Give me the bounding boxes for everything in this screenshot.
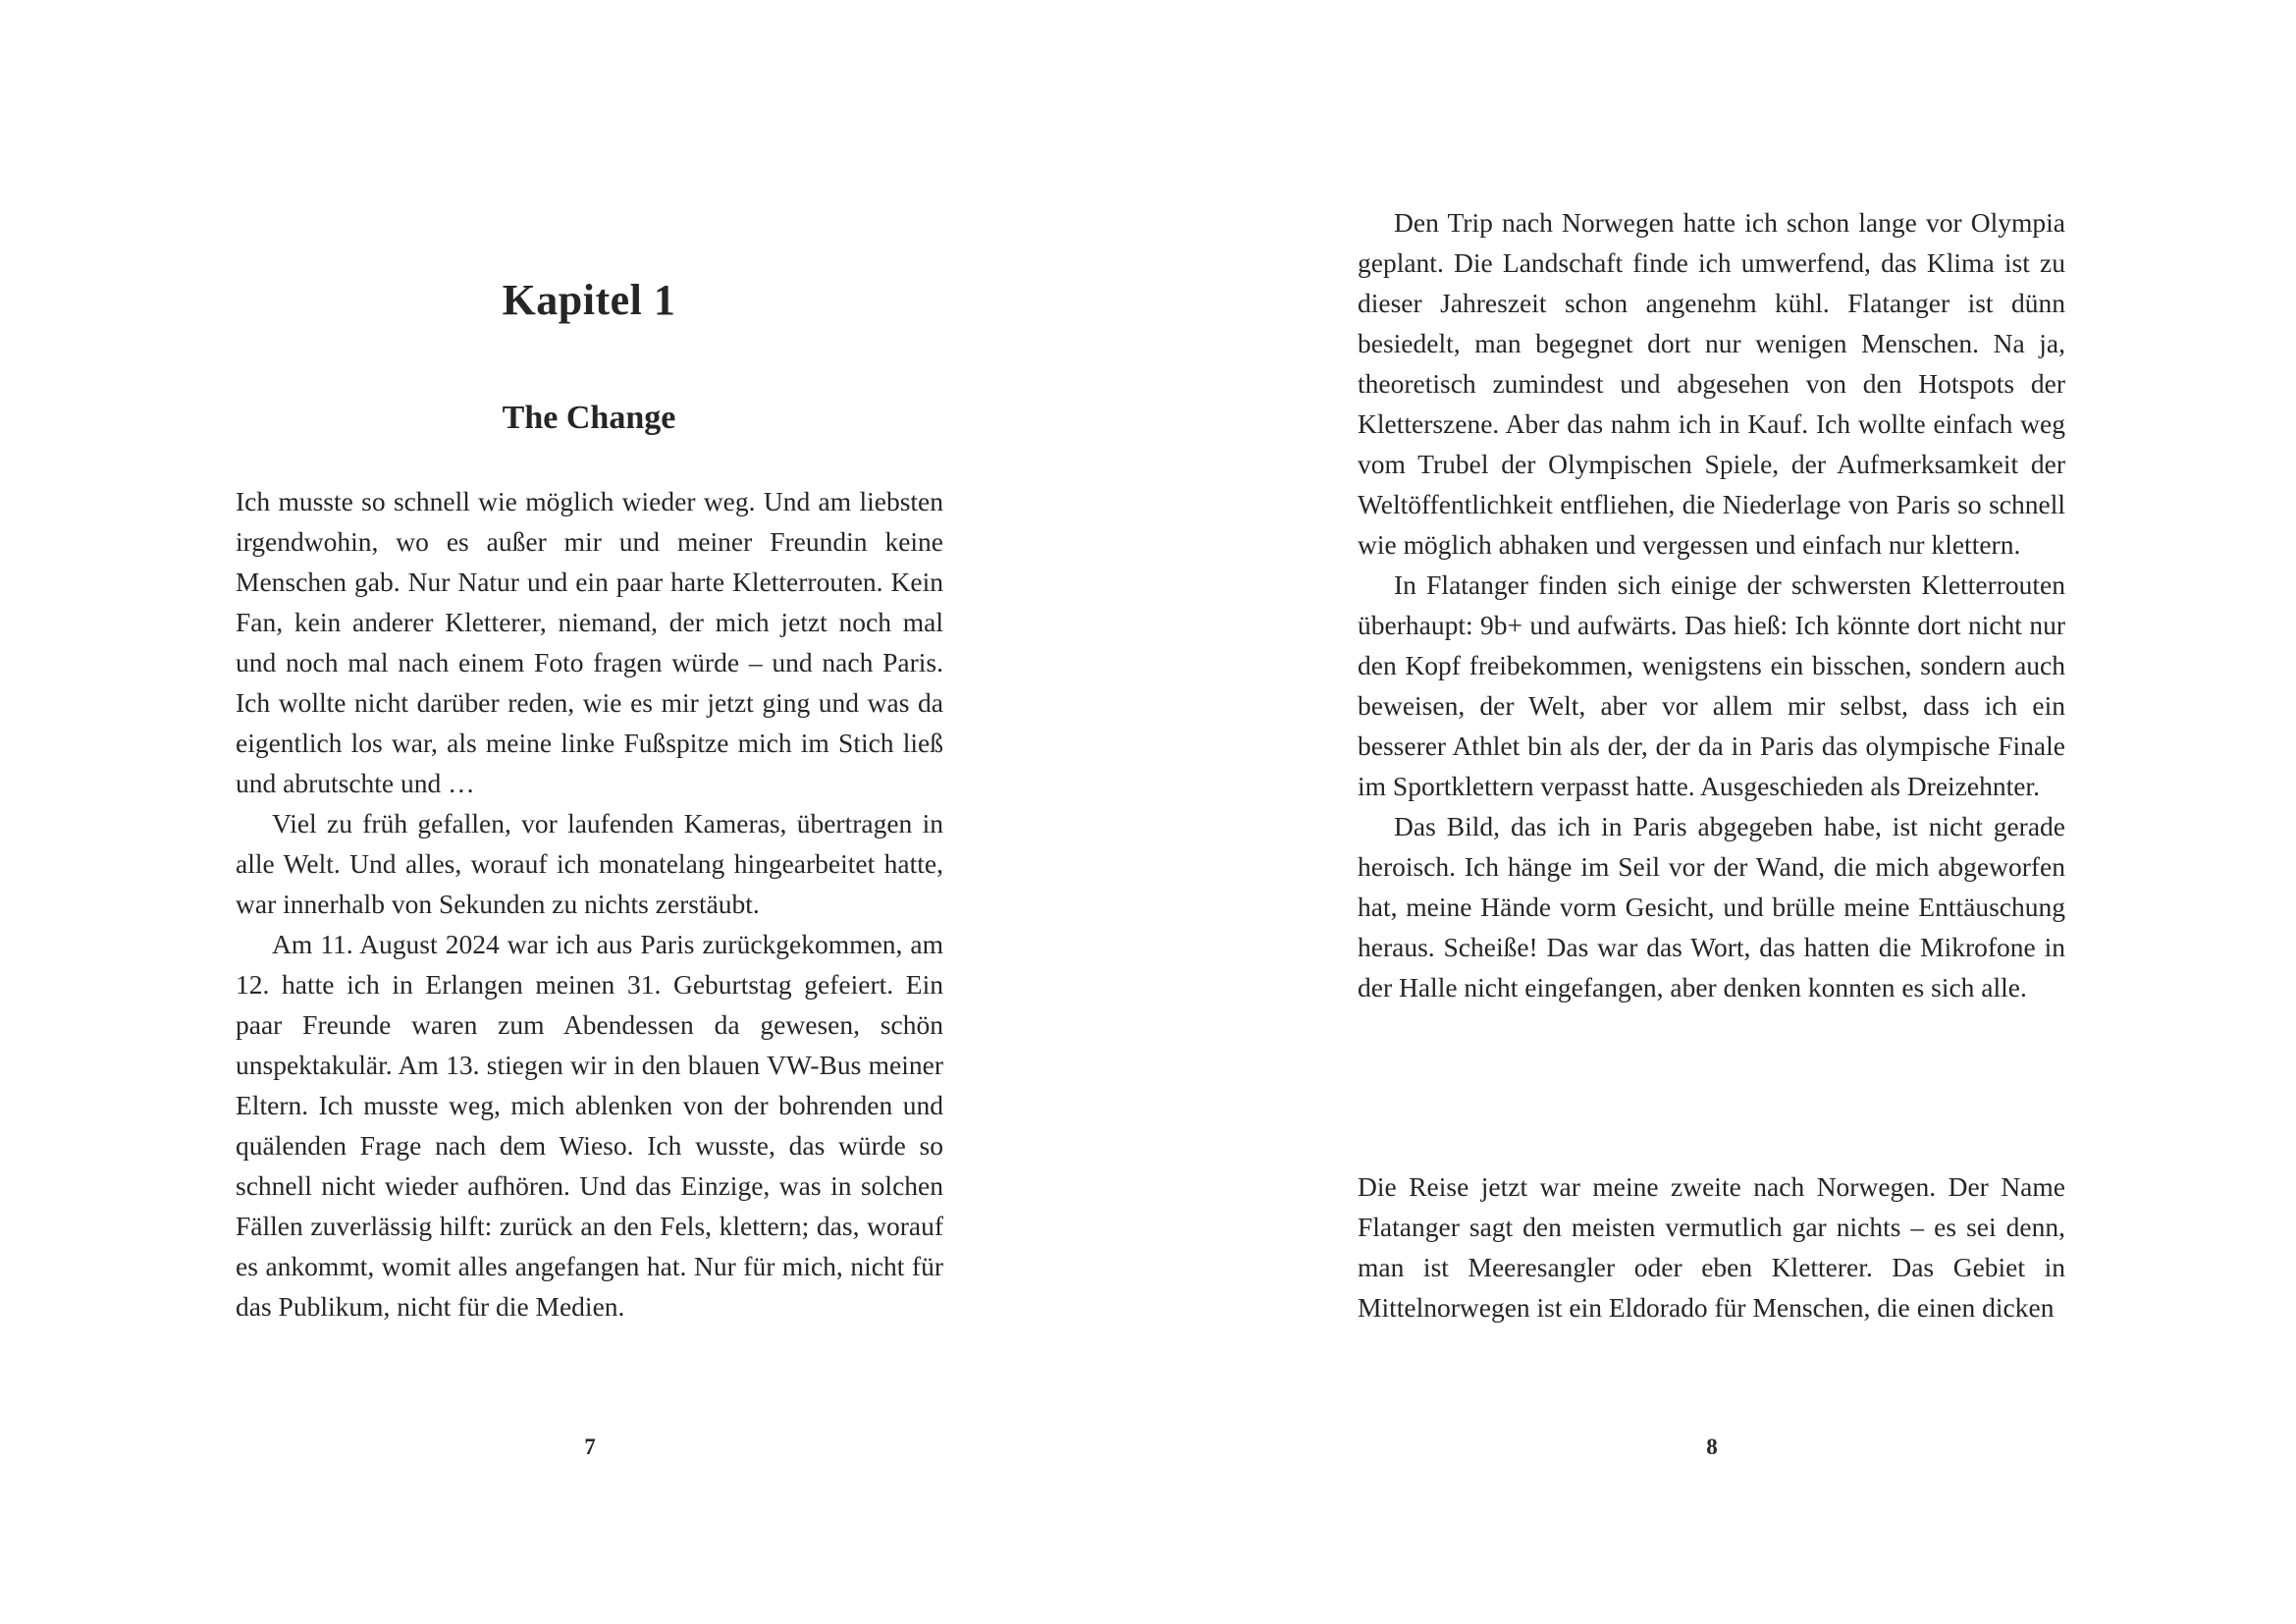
paragraph: Ich musste so schnell wie möglich wieder weg. Und am liebsten irgendwohin, wo es außer mir und meiner Freundin keine Menschen gab. Nur Natur und ein paar harte Kletterrouten. Kein Fan, kein anderer Kletterer, niemand, der mich jetzt noch mal und noch mal nach einem Foto fragen würde – und nach Paris. Ich wollte nicht darüber reden, wie es mir jetzt ging und was da eigentlich los war, als meine linke Fußspitze mich im Stich ließ und abrutschte und … <box>236 486 943 798</box>
chapter-title: Kapitel 1 <box>502 276 676 324</box>
paragraph: Die Reise jetzt war meine zweite nach Norwegen. Der Name Flatanger sagt den meisten vermutlich gar nichts – es sei denn, man ist Meeresangler oder eben Kletterer. Das Gebiet in Mittelnorwegen ist ein Eldorado für Menschen, die einen dicken <box>1358 1171 2065 1323</box>
chapter-subtitle: The Change <box>502 400 676 436</box>
page-number: 7 <box>584 1435 596 1459</box>
right-page <box>1148 0 2296 1624</box>
paragraph: Den Trip nach Norwegen hatte ich schon lange vor Olympia geplant. Die Landschaft finde ich umwerfend, das Klima ist zu dieser Jahreszeit schon angenehm kühl. Flatanger ist dünn besiedelt, man begegnet dort nur wenigen Menschen. Na ja, theoretisch zumindest und abgesehen von den Hotspots der Kletterszene. Aber das nahm ich in Kauf. Ich wollte einfach weg vom Trubel der Olympischen Spiele, der Aufmerksamkeit der Weltöffentlichkeit entfliehen, die Niederlage von Paris so schnell wie möglich abhaken und vergessen und einfach nur klettern. <box>1358 207 2065 560</box>
paragraph: Viel zu früh gefallen, vor laufenden Kameras, übertragen in alle Welt. Und alles, worauf ich monatelang hingearbeitet hatte, war innerhalb von Sekunden zu nichts zerstäubt. <box>236 808 943 919</box>
paragraph: Das Bild, das ich in Paris abgegeben habe, ist nicht gerade heroisch. Ich hänge im Seil vor der Wand, die mich abgeworfen hat, meine Hände vorm Gesicht, und brülle meine Enttäuschung heraus. Scheiße! Das war das Wort, das hatten die Mikrofone in der Halle nicht eingefangen, aber denken konnten es sich alle. <box>1358 811 2065 1002</box>
right-body-text <box>1358 202 2065 1007</box>
paragraph: In Flatanger finden sich einige der schwersten Kletterrouten überhaupt: 9b+ und aufwärts. Das hieß: Ich könnte dort nicht nur den Kopf freibekommen, wenigstens ein bisschen, sondern auch beweisen, der Welt, aber vor allem mir selbst, dass ich ein besserer Athlet bin als der, der da in Paris das olympische Finale im Sportklettern verpasst hatte. Ausgeschieden als Dreizehnter. <box>1358 569 2065 801</box>
page-number: 8 <box>1706 1435 1718 1459</box>
paragraph: Am 11. August 2024 war ich aus Paris zurückgekommen, am 12. hatte ich in Erlangen meinen 31. Geburtstag gefeiert. Ein paar Freunde waren zum Abendessen da gewesen, schön unspektakulär. Am 13. stiegen wir in den blauen VW-Bus meiner Eltern. Ich musste weg, mich ablenken von der bohrenden und quälenden Frage nach dem Wieso. Ich wusste, das würde so schnell nicht wieder aufhören. Und das Einzige, was in solchen Fällen zuverlässig hilft: zurück an den Fels, klettern; das, worauf es ankommt, womit alles angefangen hat. Nur für mich, nicht für das Publikum, nicht für die Medien. <box>236 929 943 1322</box>
section-text <box>1358 1166 2065 1327</box>
left-body-text <box>236 481 943 1326</box>
